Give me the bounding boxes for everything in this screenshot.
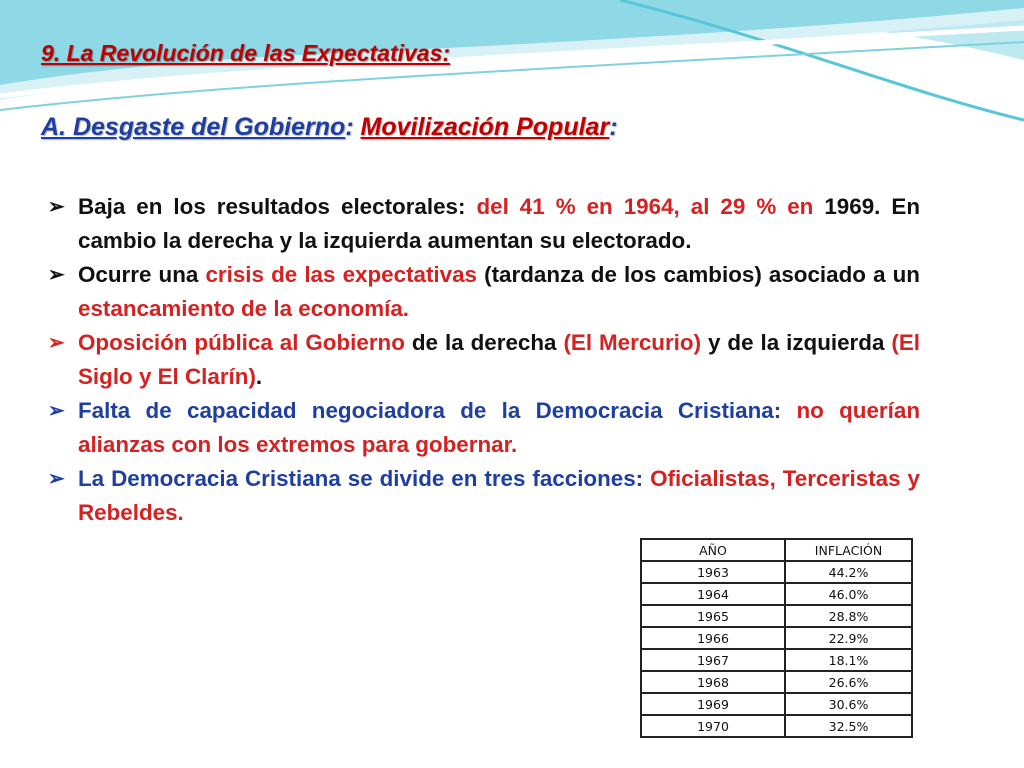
slide-title: 9. La Revolución de las Expectativas: (41, 40, 451, 66)
year-cell: 1969 (641, 693, 785, 715)
year-cell: 1966 (641, 627, 785, 649)
arrow-bullet-icon: ➢ (48, 264, 65, 286)
table-row (641, 693, 912, 715)
subtitle-part-2: Movilización Popular (360, 113, 610, 141)
arrow-bullet-icon: ➢ (48, 400, 65, 422)
year-cell: 1968 (641, 671, 785, 693)
bullet-item-electoral (46, 190, 920, 258)
bullet-text: Baja en los resultados electorales: (78, 194, 477, 219)
header-year: AÑO (641, 539, 785, 561)
year-cell: 1965 (641, 605, 785, 627)
year-cell: 1964 (641, 583, 785, 605)
inflation-cell: 22.9% (785, 627, 912, 649)
inflation-cell: 44.2% (785, 561, 912, 583)
subtitle-separator: : (345, 113, 361, 141)
arrow-bullet-icon: ➢ (48, 468, 65, 490)
inflation-cell: 28.8% (785, 605, 912, 627)
table-header-row (641, 539, 912, 561)
inflation-table (640, 538, 913, 738)
table-row (641, 605, 912, 627)
subtitle-part-1: A. Desgaste del Gobierno (41, 113, 346, 141)
slide-subtitle (41, 113, 618, 142)
bullet-text-highlight: (El Mercurio) (563, 330, 702, 355)
bullet-text: Ocurre una (78, 262, 206, 287)
arrow-bullet-icon: ➢ (48, 332, 65, 354)
bullet-item-factions (46, 462, 920, 530)
bullet-text-blue: Falta de capacidad negociadora de la Democracia Cristiana: (78, 398, 797, 423)
bullet-text-blue: La Democracia Cristiana se divide en tres facciones: (78, 466, 651, 491)
bullet-text: 1969. En cambio la derecha y la izquierda aumentan su electorado. (78, 194, 920, 253)
bullet-text: de la derecha (404, 330, 564, 355)
subtitle-end: : (609, 113, 618, 141)
year-cell: 1970 (641, 715, 785, 737)
header-inflation: INFLACIÓN (785, 539, 912, 561)
year-cell: 1963 (641, 561, 785, 583)
inflation-cell: 18.1% (785, 649, 912, 671)
bullet-text-highlight: estancamiento de la economía. (78, 296, 409, 321)
table-row (641, 715, 912, 737)
inflation-cell: 32.5% (785, 715, 912, 737)
bullet-item-opposition (46, 326, 920, 394)
arrow-bullet-icon: ➢ (48, 196, 65, 218)
inflation-cell: 46.0% (785, 583, 912, 605)
table-row (641, 627, 912, 649)
bullet-text: y de la izquierda (701, 330, 892, 355)
bullet-text-highlight: no querían alianzas con los extremos para gobernar. (78, 398, 920, 457)
bullet-list (46, 190, 920, 530)
bullet-text-highlight: Oficialistas, Terceristas y Rebeldes. (78, 466, 920, 525)
bullet-text-highlight: Oposición pública al Gobierno (78, 330, 405, 355)
table-row (641, 561, 912, 583)
table-row (641, 583, 912, 605)
inflation-cell: 26.6% (785, 671, 912, 693)
inflation-cell: 30.6% (785, 693, 912, 715)
bullet-item-crisis (46, 258, 920, 326)
bullet-text: (tardanza de los cambios) asociado a un (477, 262, 920, 287)
table-row (641, 671, 912, 693)
bullet-item-negotiation (46, 394, 920, 462)
bullet-text-highlight: (El Siglo y El Clarín) (78, 330, 920, 389)
bullet-text-highlight: crisis de las expectativas (205, 262, 478, 287)
year-cell: 1967 (641, 649, 785, 671)
table-row (641, 649, 912, 671)
bullet-text-highlight: del 41 % en 1964, al 29 % en (476, 194, 814, 219)
bullet-text: . (255, 364, 263, 389)
